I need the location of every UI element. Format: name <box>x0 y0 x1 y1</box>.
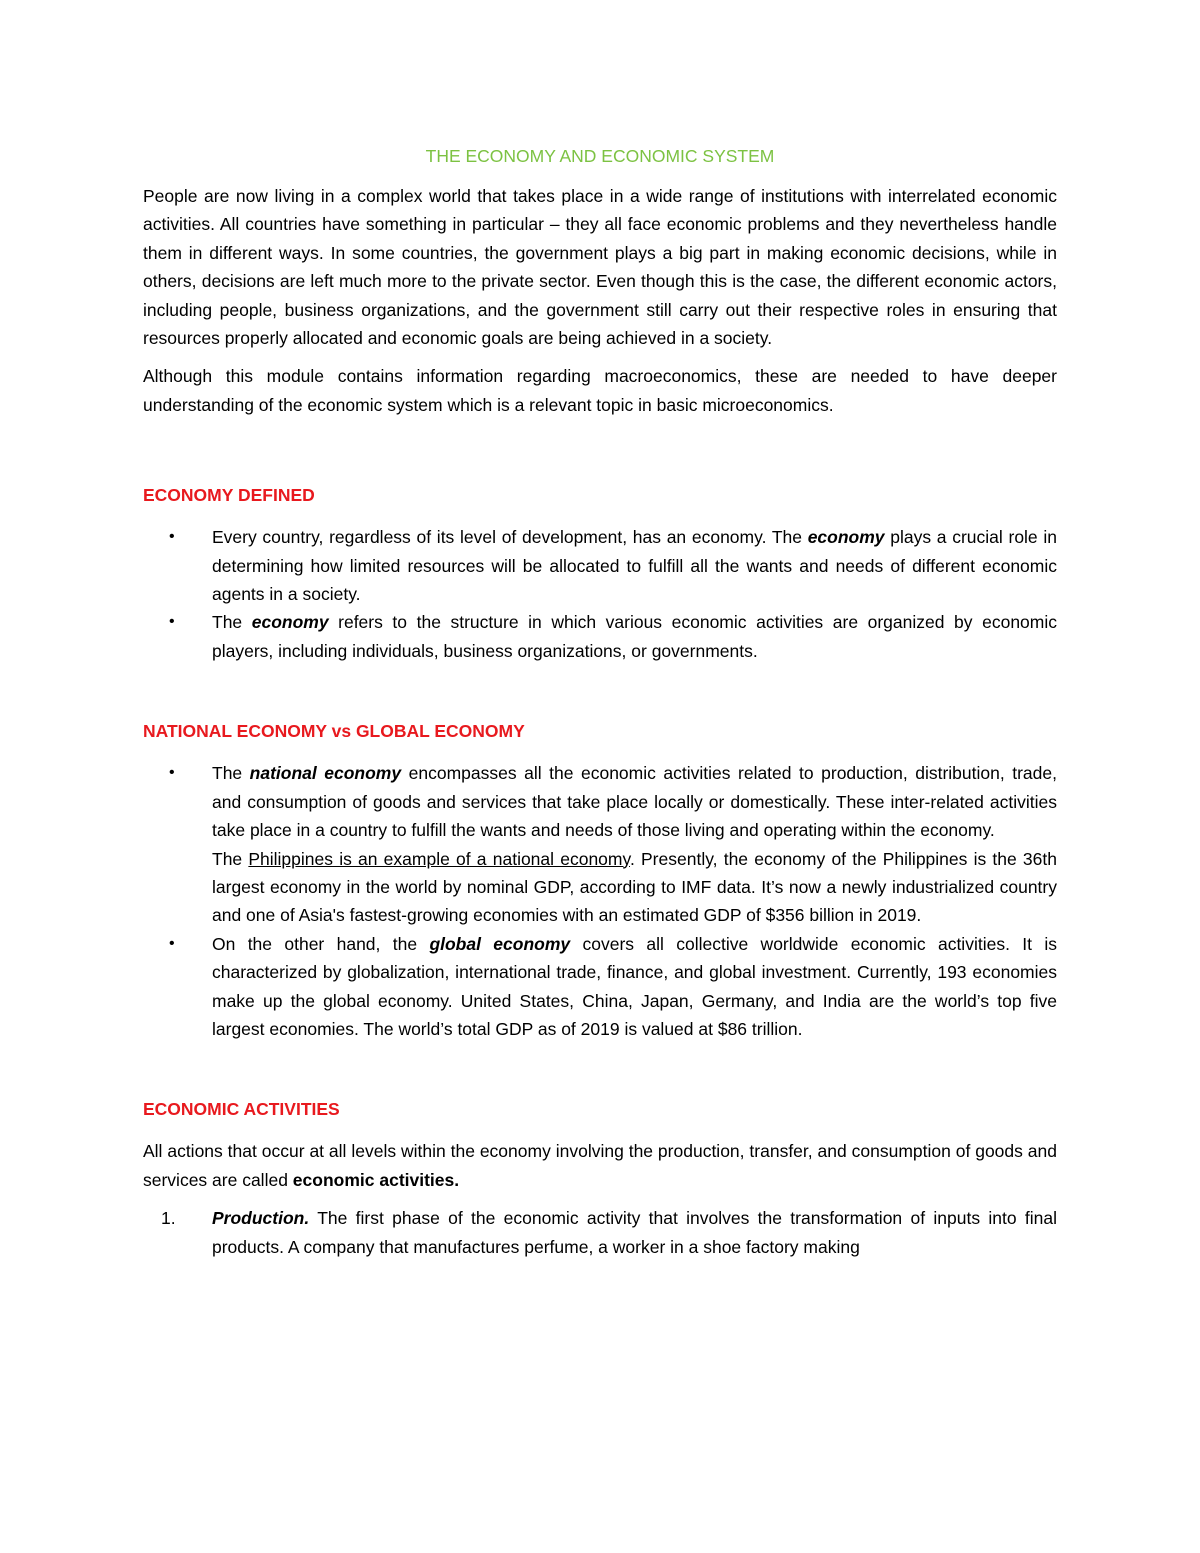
list-item: • Every country, regardless of its level of development, has an economy. The economy plays a crucial role in determining how limited resources will be allocated to fulfill all the wants and needs of different economic agents in a society. <box>143 523 1057 608</box>
bullet-icon: • <box>169 613 175 631</box>
bullet-icon: • <box>169 764 175 782</box>
document-title: THE ECONOMY AND ECONOMIC SYSTEM <box>425 146 775 166</box>
national-global-list <box>143 759 1057 1043</box>
intro-paragraph-1: People are now living in a complex world that takes place in a wide range of institutions with interrelated economic activities. All countries have something in particular – they all face economic problems and they nevertheless handle them in different ways. In some countries, the government plays a big part in making economic decisions, while in others, decisions are left much more to the private sector. Even though this is the case, the different economic actors, including people, business organizations, and the government still carry out their respective roles in ensuring that resources properly allocated and economic goals are being achieved in a society. <box>143 186 1057 349</box>
term-production: Production. <box>212 1208 310 1229</box>
list-item: • The economy refers to the structure in which various economic activities are organized by economic players, including individuals, business organizations, or governments. <box>143 608 1057 665</box>
intro-paragraph-2: Although this module contains information regarding macroeconomics, these are needed to have deeper understanding of the economic system which is a relevant topic in basic microeconomics. <box>143 366 1057 415</box>
section-heading-economic-activities: ECONOMIC ACTIVITIES <box>143 1099 340 1120</box>
economic-activities-intro: All actions that occur at all levels within the economy involving the production, transfer, and consumption of goods and services are called economic activities. <box>143 1141 1057 1190</box>
economic-activities-list <box>143 1204 1057 1261</box>
section-heading-national-vs-global: NATIONAL ECONOMY vs GLOBAL ECONOMY <box>143 721 525 742</box>
term-economic-activities: economic activities. <box>292 1169 460 1190</box>
list-item: • The national economy encompasses all the economic activities related to production, distribution, trade, and consumption of goods and services that take place locally or domestically. These inter-related activities take place in a country to fulfill the wants and needs of those living and operating within the economy. The Philippines is an example of a national economy. Presently, the economy of the Philippines is the 36th largest economy in the world by nominal GDP, according to IMF data. It’s now a newly industrialized country and one of Asia's fastest-growing economies with an estimated GDP of $356 billion in 2019. <box>143 759 1057 929</box>
term-economy: economy <box>251 612 329 633</box>
list-item: 1. Production. The first phase of the economic activity that involves the transformation of inputs into final products. A company that manufactures perfume, a worker in a shoe factory making <box>143 1204 1057 1261</box>
philippines-example-link: Philippines is an example of a national economy <box>248 848 630 869</box>
bullet-icon: • <box>169 934 175 952</box>
section-heading-economy-defined: ECONOMY DEFINED <box>143 485 315 506</box>
economy-defined-list <box>143 523 1057 665</box>
term-economy: economy <box>807 527 885 548</box>
list-number: 1. <box>161 1208 176 1229</box>
philippines-example: The Philippines is an example of a national economy. Presently, the economy of the Philippines is the 36th largest economy in the world by nominal GDP, according to IMF data. It’s now a newly industrialized country and one of Asia's fastest-growing economies with an estimated GDP of $356 billion in 2019. <box>212 848 1057 926</box>
bullet-icon: • <box>169 528 175 546</box>
list-item: • On the other hand, the global economy covers all collective worldwide economic activities. It is characterized by globalization, international trade, finance, and global investment. Currently, 193 economies make up the global economy. United States, China, Japan, Germany, and India are the world’s top five largest economies. The world’s total GDP as of 2019 is valued at $86 trillion. <box>143 930 1057 1044</box>
term-global-economy: global economy <box>429 933 571 954</box>
term-national-economy: national economy <box>249 763 402 784</box>
document-content <box>143 142 1057 1261</box>
